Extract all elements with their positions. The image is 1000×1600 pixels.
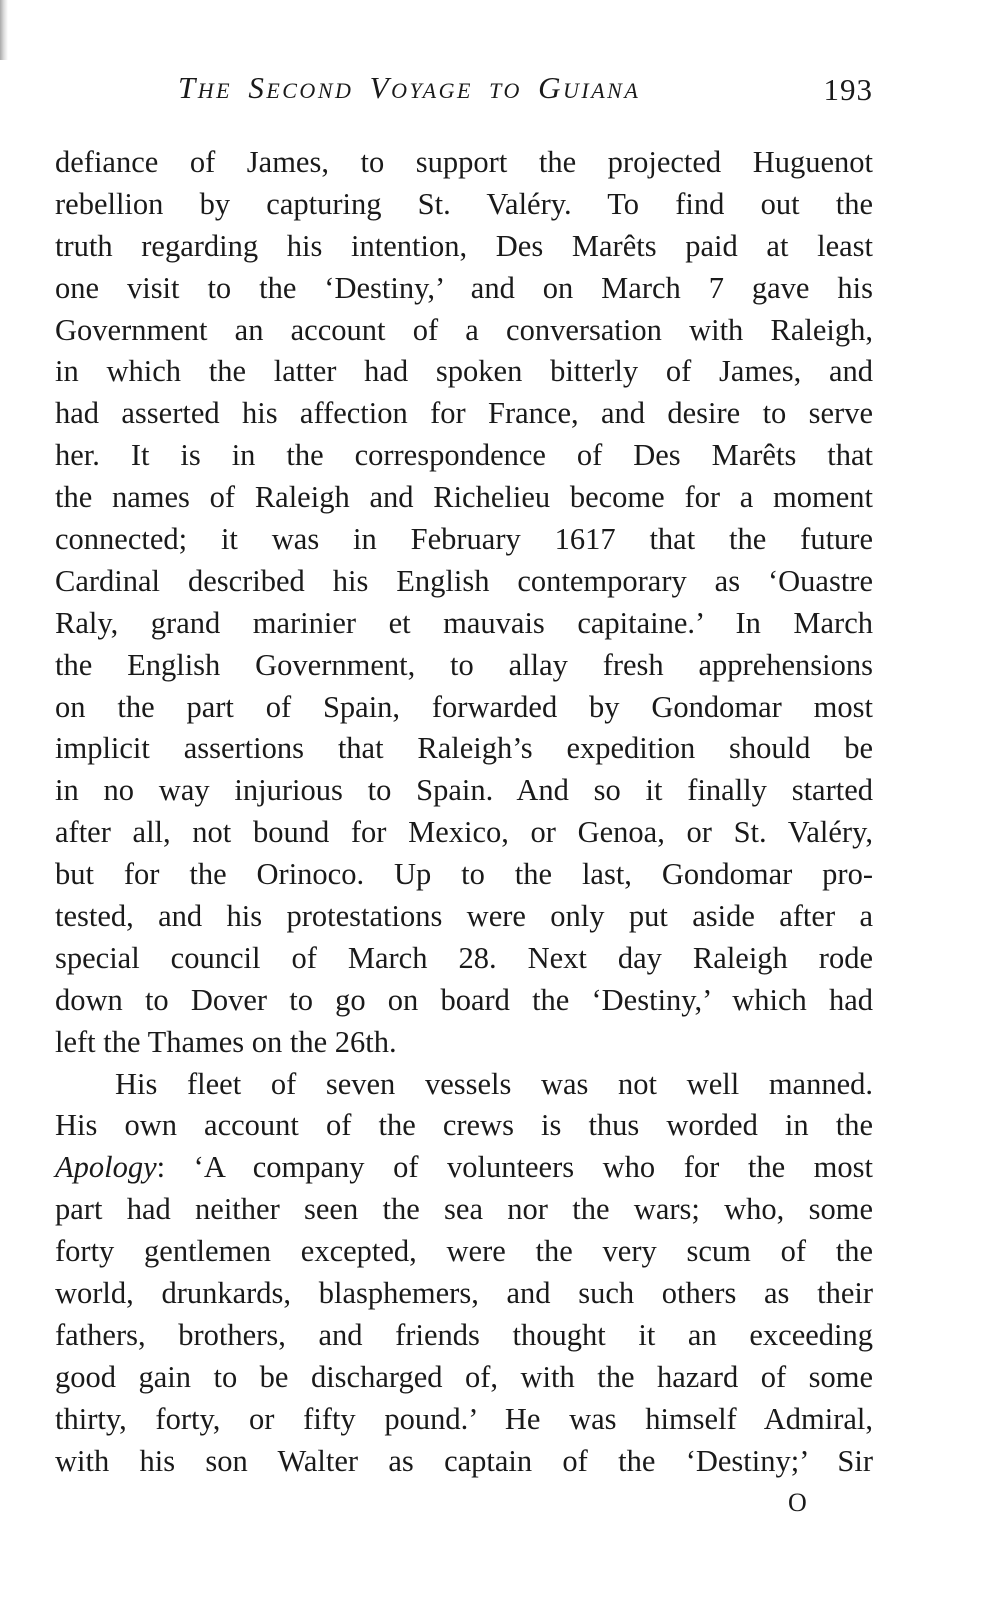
body-text — [55, 142, 873, 1483]
paragraph-start-line: His fleet of seven vessels was not well manned. — [115, 1066, 873, 1101]
text-line: Cardinal described his English contemporary as ‘Ouastre — [55, 563, 873, 598]
text-line: connected; it was in February 1617 that the future — [55, 522, 873, 557]
page-number: 193 — [823, 72, 873, 107]
book-title-apology: Apology — [55, 1150, 157, 1185]
scan-edge-mark — [0, 0, 8, 60]
text-line: Raly, grand marinier et mauvais capitaine.’ In March — [55, 605, 873, 640]
paragraph-end-line: left the Thames on the 26th. — [55, 1024, 397, 1059]
text-line: thirty, forty, or fifty pound.’ He was himself Admiral, — [55, 1401, 873, 1436]
text-line: good gain to be discharged of, with the hazard of some — [55, 1359, 873, 1394]
text-line: Government an account of a conversation with Raleigh, — [55, 312, 873, 347]
signature-mark: O — [788, 1488, 807, 1517]
page-header — [178, 70, 873, 114]
text-line: truth regarding his intention, Des Marêts paid at least — [55, 228, 873, 263]
text-line: down to Dover to go on board the ‘Destiny,’ which had — [55, 982, 873, 1017]
text-line: after all, not bound for Mexico, or Genoa, or St. Valéry, — [55, 815, 873, 850]
text-line: on the part of Spain, forwarded by Gondomar most — [55, 689, 873, 724]
text-line: her. It is in the correspondence of Des Marêts that — [55, 438, 873, 473]
text-line-apology — [55, 1147, 873, 1189]
text-line: His own account of the crews is thus worded in the — [55, 1108, 873, 1143]
text-line: forty gentlemen excepted, were the very scum of the — [55, 1234, 873, 1269]
text-line: tested, and his protestations were only put aside after a — [55, 899, 873, 934]
text-line: the English Government, to allay fresh apprehensions — [55, 647, 873, 682]
text-line: part had neither seen the sea nor the wars; who, some — [55, 1192, 873, 1227]
text-line: the names of Raleigh and Richelieu become for a moment — [55, 480, 873, 515]
text-line: but for the Orinoco. Up to the last, Gondomar pro- — [55, 857, 873, 892]
text-line: one visit to the ‘Destiny,’ and on March 7 gave his — [55, 270, 873, 305]
text-line: implicit assertions that Raleigh’s expedition should be — [55, 731, 873, 766]
text-line: world, drunkards, blasphemers, and such others as their — [55, 1276, 873, 1311]
text-line: defiance of James, to support the projected Huguenot — [55, 145, 873, 179]
quote-start: : ‘A company of volunteers who for the most — [156, 1150, 873, 1185]
text-line: in no way injurious to Spain. And so it finally started — [55, 773, 873, 808]
text-line: in which the latter had spoken bitterly of James, and — [55, 354, 873, 389]
running-title: The Second Voyage to Guiana — [178, 70, 641, 105]
text-line: special council of March 28. Next day Raleigh rode — [55, 940, 873, 975]
text-line: fathers, brothers, and friends thought it an exceeding — [55, 1317, 873, 1352]
text-line: rebellion by capturing St. Valéry. To find out the — [55, 186, 873, 221]
text-line: had asserted his affection for France, and desire to serve — [55, 396, 873, 431]
text-line: with his son Walter as captain of the ‘Destiny;’ Sir — [55, 1443, 873, 1478]
